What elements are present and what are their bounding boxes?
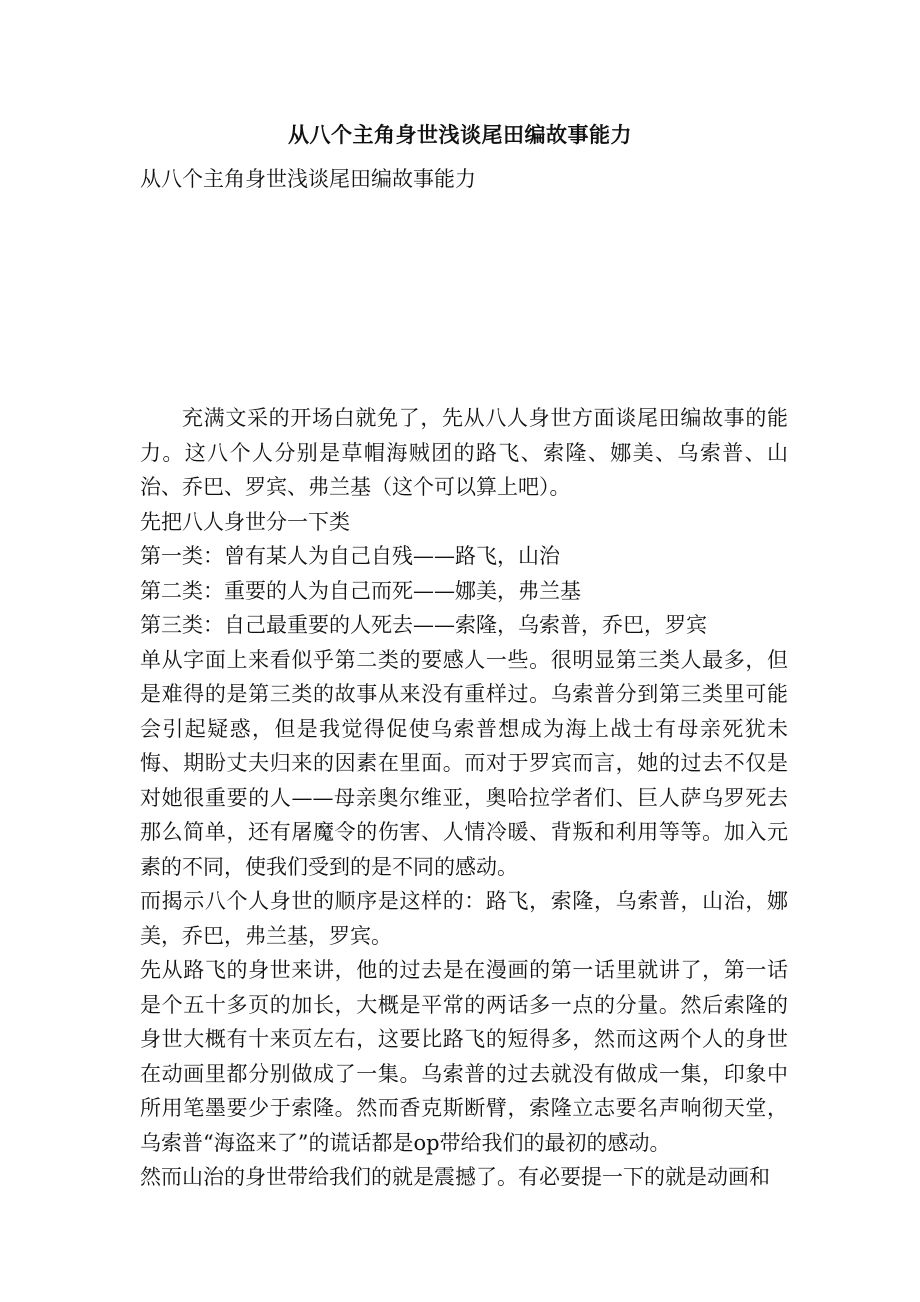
paragraph-category-2: 第二类：重要的人为自己而死——娜美，弗兰基 xyxy=(140,578,581,603)
document-title: 从八个主角身世浅谈尾田编故事能力 xyxy=(288,122,632,147)
paragraph-order: 而揭示八个人身世的顺序是这样的：路飞，索隆，乌索普，山治，娜美，乔巴，弗兰基，罗宾。 xyxy=(140,889,788,948)
document-body xyxy=(140,401,788,1195)
paragraph-sanji: 然而山治的身世带给我们的就是震撼了。有必要提一下的就是动画和 xyxy=(140,1165,770,1189)
paragraph-luffy: 先从路飞的身世来讲，他的过去是在漫画的第一话里就讲了，第一话是个五十多页的加长，大概是平常的两话多一点的分量。然后索隆的身世大概有十来页左右，这要比路飞的短得多，然而这两个人的身世在动画里都分别做成了一集。乌索普的过去就没有做成一集，印象中所用笔墨要少于索隆。然而香克斯断臂，索隆立志要名声响彻天堂，乌索普“海盗来了”的谎话都是op带给我们的最初的感动。 xyxy=(140,958,788,1155)
paragraph-intro: 充满文采的开场白就免了，先从八人身世方面谈尾田编故事的能力。这八个人分别是草帽海贼团的路飞、索隆、娜美、乌索普、山治、乔巴、罗宾、弗兰基（这个可以算上吧）。 xyxy=(140,406,788,499)
document-subtitle: 从八个主角身世浅谈尾田编故事能力 xyxy=(140,167,476,191)
paragraph-category-3: 第三类：自己最重要的人死去——索隆，乌索普，乔巴，罗宾 xyxy=(140,613,707,637)
paragraph-category-1: 第一类：曾有某人为自己自残——路飞，山治 xyxy=(140,544,560,568)
paragraph-analysis: 单从字面上来看似乎第二类的要感人一些。很明显第三类人最多，但是难得的是第三类的故事从来没有重样过。乌索普分到第三类里可能会引起疑惑，但是我觉得促使乌索普想成为海上战士有母亲死犹未悔、期盼丈夫归来的因素在里面。而对于罗宾而言，她的过去不仅是对她很重要的人——母亲奥尔维亚，奥哈拉学者们、巨人萨乌罗死去那么简单，还有屠魔令的伤害、人情冷暖、背叛和利用等等。加入元素的不同，使我们受到的是不同的感动。 xyxy=(140,647,788,879)
paragraph-classification: 先把八人身世分一下类 xyxy=(140,509,350,534)
